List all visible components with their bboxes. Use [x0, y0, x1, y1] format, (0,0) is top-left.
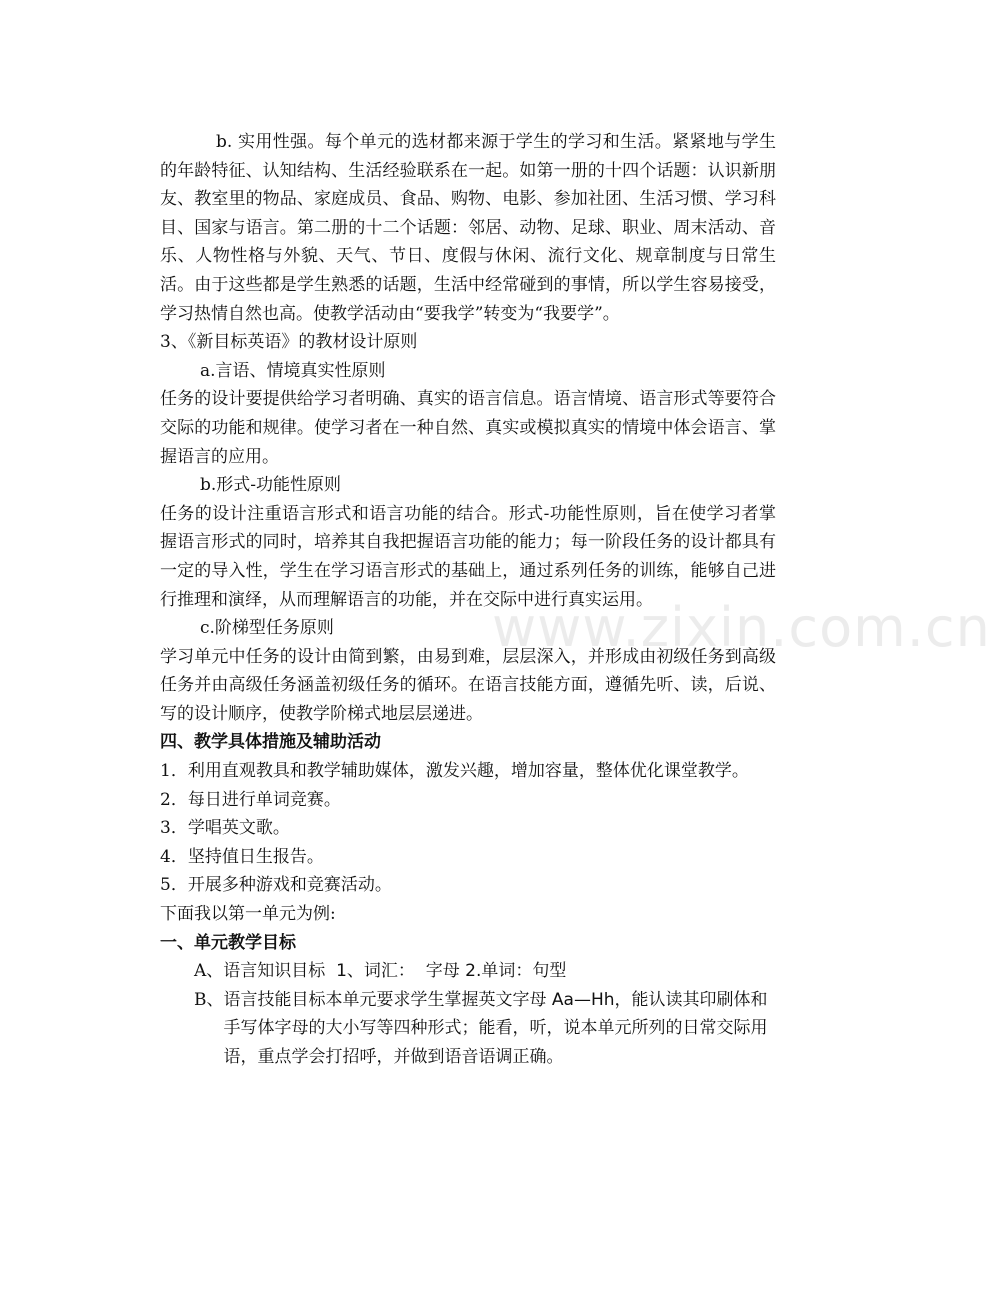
document-page	[160, 128, 776, 1072]
goal-a-text-part: 单词：句型	[481, 961, 567, 982]
principle-a-title: a.言语、情境真实性原则	[200, 360, 386, 381]
goal-a-text	[223, 957, 776, 986]
principle-b-title: b.形式-功能性原则	[200, 475, 342, 496]
goal-a-text-part: 语言知识目标	[223, 961, 337, 982]
goal-b-letters: Aa—Hh	[551, 989, 615, 1010]
goal-a-text-part: 、词汇： 字母	[346, 961, 466, 982]
goal-b-text-part: 语言技能目标本单元要求学生掌握英文字母	[223, 989, 552, 1010]
heading-unit-goals: 一、单元教学目标	[160, 932, 296, 953]
goal-a-number-2: 2.	[465, 961, 482, 982]
goal-a-number-1: 1	[336, 961, 347, 982]
goal-b	[160, 986, 776, 1072]
measure-item-2: 2．每日进行单词竞赛。	[160, 789, 341, 810]
goal-b-text	[224, 986, 777, 1072]
principle-b-body: 任务的设计注重语言形式和语言功能的结合。形式-功能性原则，旨在使学习者掌握语言形式的同时，培养其自我把握语言功能的能力；每一阶段任务的设计都具有一定的导入性，学生在学习语言形式的基础上，通过系列任务的训练，能够自己进行推理和演绎，从而理解语言的功能，并在交际中进行真实运用。	[160, 503, 776, 610]
goal-a-label: A、	[194, 961, 224, 982]
heading-teaching-measures: 四、教学具体措施及辅助活动	[160, 732, 381, 753]
measure-item-1: 1．利用直观教具和教学辅助媒体，激发兴趣，增加容量，整体优化课堂教学。	[160, 761, 749, 782]
goal-b-label: B、	[194, 989, 224, 1010]
principle-c-title: c.阶梯型任务原则	[200, 618, 334, 639]
measure-item-4: 4．坚持值日生报告。	[160, 846, 324, 867]
example-intro: 下面我以第一单元为例:	[160, 904, 336, 925]
measure-item-5: 5．开展多种游戏和竞赛活动。	[160, 875, 392, 896]
principle-c-body: 学习单元中任务的设计由简到繁，由易到难，层层深入，并形成由初级任务到高级任务并由高级任务涵盖初级任务的循环。在语言技能方面，遵循先听、读，后说、写的设计顺序，使教学阶梯式地层层递进。	[160, 646, 776, 724]
heading-design-principles: 3、《新目标英语》的教材设计原则	[160, 332, 418, 353]
watermark: www.zixin.com.cn	[492, 596, 991, 659]
goal-b-text-part: ，能认读其印刷体和手写体字母的大小写等四种形式；能看，听，说本单元所列的日常交际用语，重点学会打招呼，并做到语音语调正确。	[223, 989, 768, 1067]
measure-item-3: 3．学唱英文歌。	[160, 818, 290, 839]
principle-a-body: 任务的设计要提供给学习者明确、真实的语言信息。语言情境、语言形式等要符合交际的功能和规律。使学习者在一种自然、真实或模拟真实的情境中体会语言、掌握语言的应用。	[160, 389, 776, 467]
goal-a	[160, 957, 776, 986]
paragraph-practical: b. 实用性强。每个单元的选材都来源于学生的学习和生活。紧紧地与学生的年龄特征、认知结构、生活经验联系在一起。如第一册的十四个话题：认识新朋友、教室里的物品、家庭成员、食品、购物、电影、参加社团、生活习惯、学习科目、国家与语言。第二册的十二个话题：邻居、动物、足球、职业、周末活动、音乐、人物性格与外貌、天气、节日、度假与休闲、流行文化、规章制度与日常生活。由于这些都是学生熟悉的话题，生活中经常碰到的事情，所以学生容易接受，学习热情自然也高。使教学活动由“要我学”转变为“我要学”。	[160, 132, 776, 324]
